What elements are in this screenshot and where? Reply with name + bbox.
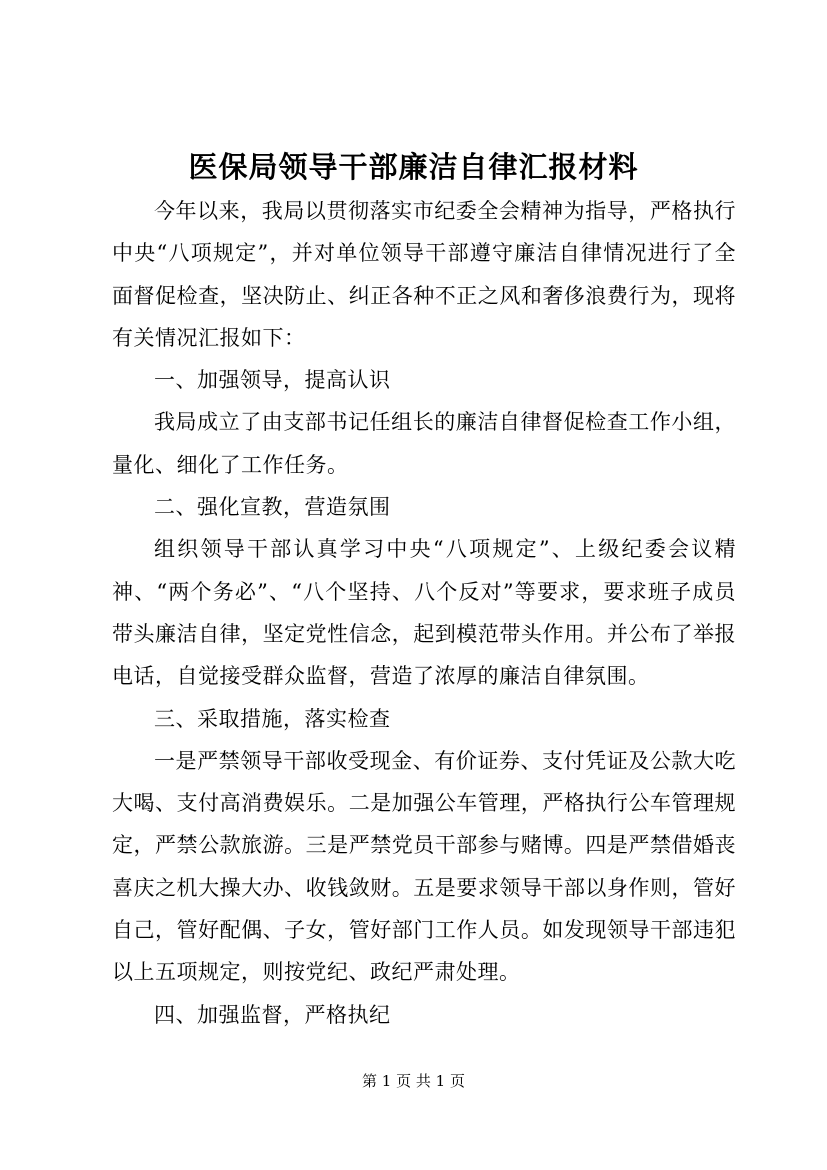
document-body: [112, 190, 736, 1036]
page-number-footer: 第 1 页 共 1 页: [362, 1072, 465, 1090]
section-heading-1: 一、加强领导，提高认识: [154, 368, 391, 393]
section-heading-2: 二、强化宣教，营造氛围: [154, 495, 391, 520]
document-title: 医保局领导干部廉洁自律汇报材料: [188, 150, 639, 184]
section-paragraph-3: 一是严禁领导干部收受现金、有价证券、支付凭证及公款大吃大喝、支付高消费娱乐。二是加强公车管理，严格执行公车管理规定，严禁公款旅游。三是严禁党员干部参与赌博。四是严禁借婚丧喜庆之机大操大办、收钱敛财。五是要求领导干部以身作则，管好自己，管好配偶、子女，管好部门工作人员。如发现领导干部违犯以上五项规定，则按党纪、政纪严肃处理。: [112, 748, 736, 985]
section-heading-4: 四、加强监督，严格执纪: [154, 1002, 391, 1027]
intro-paragraph: 今年以来，我局以贯彻落实市纪委全会精神为指导，严格执行中央“八项规定”，并对单位领导干部遵守廉洁自律情况进行了全面督促检查，坚决防止、纠正各种不正之风和奢侈浪费行为，现将有关情况汇报如下：: [112, 199, 736, 350]
section-paragraph-2: 组织领导干部认真学习中央“八项规定”、上级纪委会议精神、“两个务必”、“八个坚持、八个反对”等要求，要求班子成员带头廉洁自律，坚定党性信念，起到模范带头作用。并公布了举报电话，自觉接受群众监督，营造了浓厚的廉洁自律氛围。: [112, 537, 736, 689]
section-paragraph-1: 我局成立了由支部书记任组长的廉洁自律督促检查工作小组，量化、细化了工作任务。: [112, 410, 736, 477]
section-heading-3: 三、采取措施，落实检查: [154, 706, 391, 731]
